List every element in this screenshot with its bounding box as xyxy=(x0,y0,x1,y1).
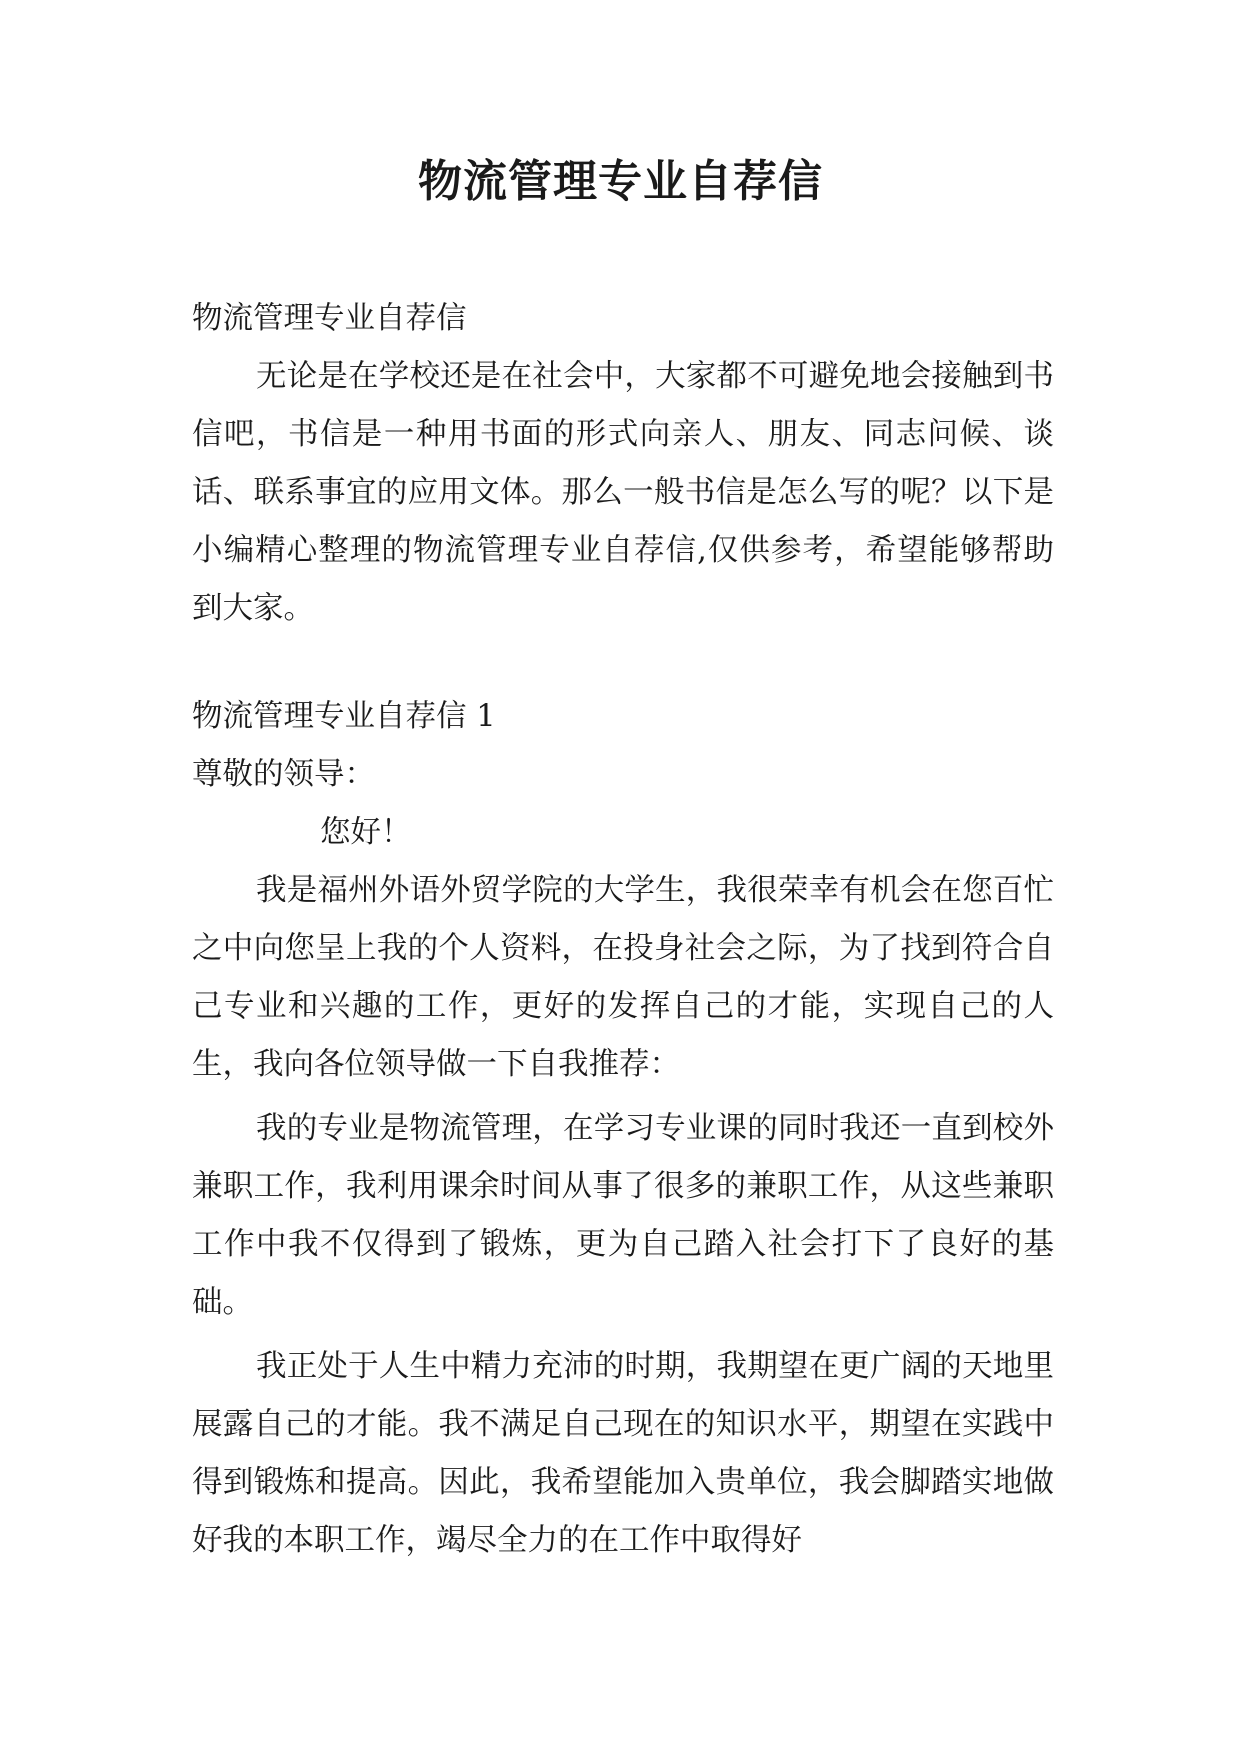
document-body xyxy=(192,290,1054,1570)
letter-greeting: 您好！ xyxy=(320,815,412,850)
section-heading: 物流管理专业自荐信 xyxy=(192,301,467,336)
letter-heading: 物流管理专业自荐信 1 xyxy=(192,699,496,734)
document-title: 物流管理专业自荐信 xyxy=(418,156,823,207)
letter-paragraph: 我正处于人生中精力充沛的时期，我期望在更广阔的天地里展露自己的才能。我不满足自己现在的知识水平，期望在实践中得到锻炼和提高。因此，我希望能加入贵单位，我会脚踏实地做好我的本职工作，竭尽全力的在工作中取得好 xyxy=(192,1349,1054,1558)
intro-paragraph: 无论是在学校还是在社会中，大家都不可避免地会接触到书信吧，书信是一种用书面的形式向亲人、朋友、同志问候、谈话、联系事宜的应用文体。那么一般书信是怎么写的呢？以下是小编精心整理的物流管理专业自荐信,仅供参考，希望能够帮助到大家。 xyxy=(192,359,1054,626)
letter-paragraph: 我的专业是物流管理，在学习专业课的同时我还一直到校外兼职工作，我利用课余时间从事了很多的兼职工作，从这些兼职工作中我不仅得到了锻炼，更为自己踏入社会打下了良好的基础。 xyxy=(192,1111,1054,1320)
letter-paragraph: 我是福州外语外贸学院的大学生，我很荣幸有机会在您百忙之中向您呈上我的个人资料，在投身社会之际，为了找到符合自己专业和兴趣的工作，更好的发挥自己的才能，实现自己的人生，我向各位领导做一下自我推荐： xyxy=(192,873,1054,1082)
letter-salutation: 尊敬的领导： xyxy=(192,757,375,792)
spacer xyxy=(192,638,1054,688)
